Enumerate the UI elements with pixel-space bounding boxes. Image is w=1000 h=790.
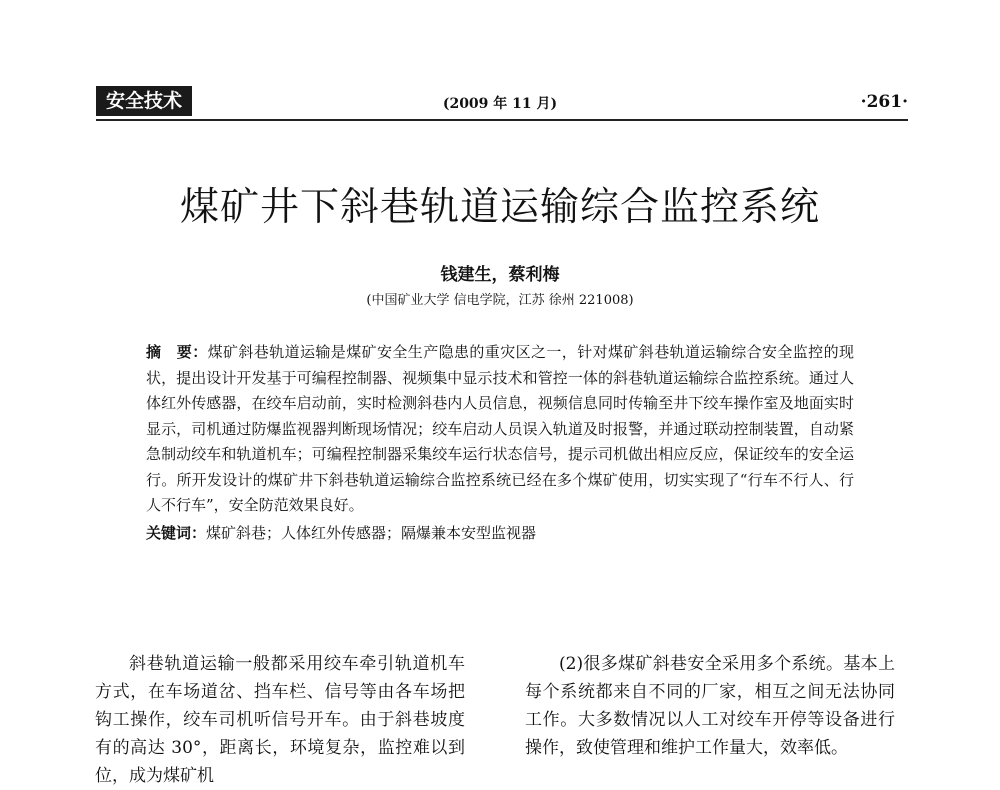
header-rule <box>96 119 908 121</box>
abstract-text: 煤矿斜巷轨道运输是煤矿安全生产隐患的重灾区之一，针对煤矿斜巷轨道运输综合安全监控的现状，提出设计开发基于可编程控制器、视频集中显示技术和管控一体的斜巷轨道运输综合监控系统。通过人体红外传感器，在绞车启动前，实时检测斜巷内人员信息，视频信息同时传输至井下绞车操作室及地面实时显示，司机通过防爆监视器判断现场情况；绞车启动人员误入轨道及时报警，并通过联动控制装置，自动紧急制动绞车和轨道机车；可编程控制器采集绞车运行状态信号，提示司机做出相应反应，保证绞车的安全运行。所开发设计的煤矿井下斜巷轨道运输综合监控系统已经在多个煤矿使用，切实实现了“行车不行人、行人不行车”，安全防范效果良好。 <box>146 343 854 514</box>
issue-date: (2009 年 11 月) <box>442 96 558 112</box>
body-paragraph: (2)很多煤矿斜巷安全采用多个系统。基本上每个系统都来自不同的厂家，相互之间无法协同工作。大多数情况以人工对绞车开停等设备进行操作，致使管理和维护工作量大，效率低。 <box>525 654 895 758</box>
authors: 钱建生，蔡利梅 <box>440 265 560 285</box>
section-badge: 安全技术 <box>96 86 192 116</box>
keywords-text: 煤矿斜巷；人体红外传感器；隔爆兼本安型监视器 <box>206 523 537 542</box>
abstract-block <box>146 340 854 546</box>
keywords-label: 关键词： <box>146 523 207 542</box>
affiliation: (中国矿业大学 信电学院，江苏 徐州 221008) <box>366 293 634 308</box>
body-column-left <box>95 650 465 790</box>
abstract <box>146 340 854 519</box>
abstract-label: 摘 要： <box>146 343 208 361</box>
body-paragraph: 斜巷轨道运输一般都采用绞车牵引轨道机车方式，在车场道岔、挡车栏、信号等由各车场把钩工操作，绞车司机听信号开车。由于斜巷坡度有的高达 30°，距离长，环境复杂，监控难以到位，成为煤矿机 <box>95 654 465 786</box>
keywords <box>146 521 854 547</box>
paper-title: 煤矿井下斜巷轨道运输综合监控系统 <box>179 185 820 230</box>
body-column-right <box>525 650 895 762</box>
page-number: ·261· <box>860 92 908 112</box>
